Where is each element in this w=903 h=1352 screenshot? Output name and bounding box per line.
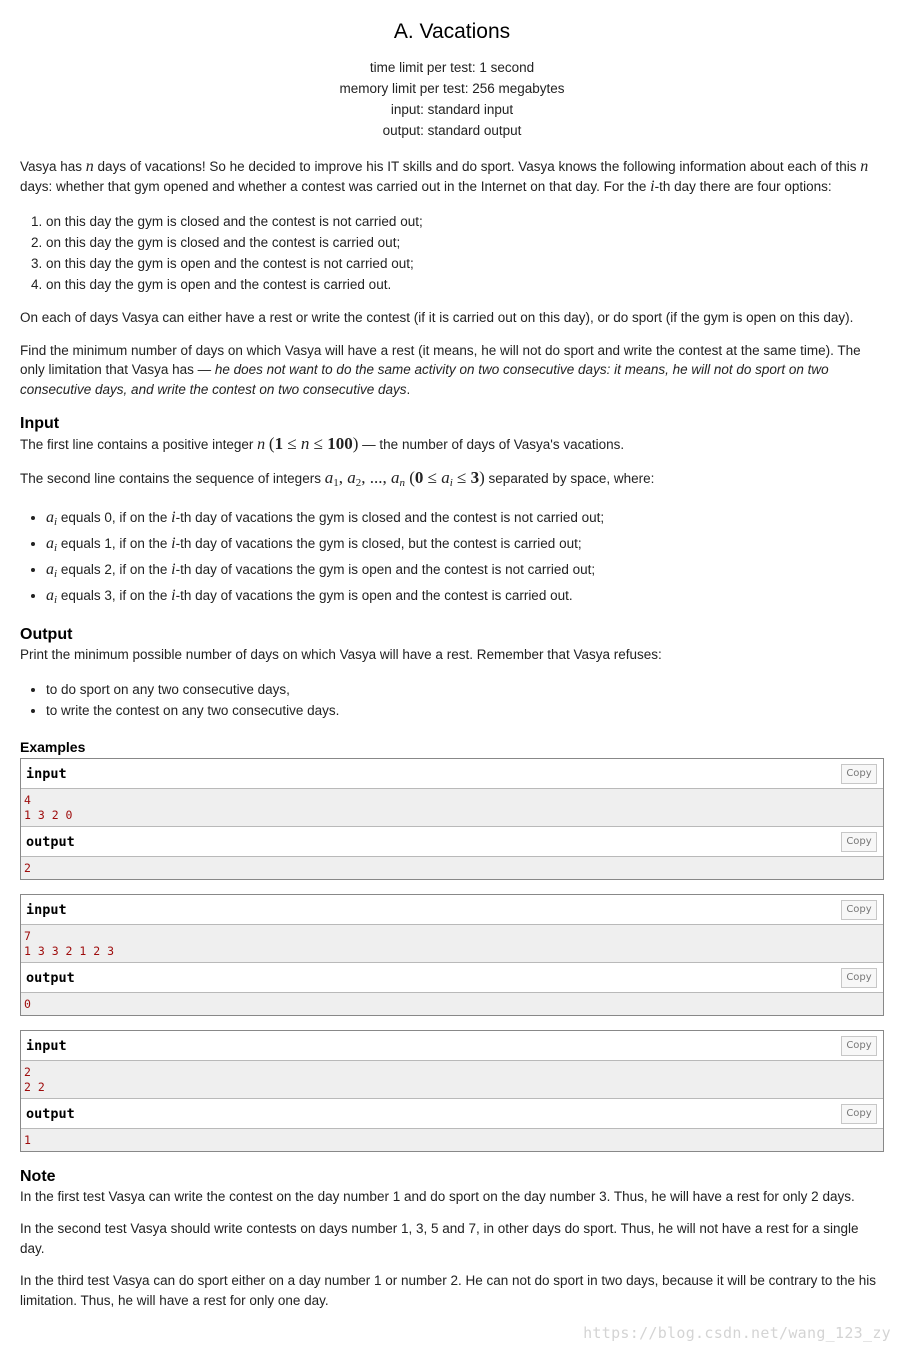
list-item: 3. on this day the gym is open and the contest is not carried out; [46,253,884,274]
note-paragraph: In the second test Vasya should write contests on days number 1, 3, 5 and 7, in other days do sport. Thus, he will not have a rest for a single day. [20,1221,859,1256]
problem-header [20,0,884,141]
list-item: • $a_i$ equals 2, if on the i-th day of vacations the gym is open and the contest is not carried out; [46,559,884,585]
list-item: 2. on this day the gym is closed and the contest is carried out; [46,232,884,253]
example-1 [20,758,884,880]
copy-button[interactable]: Copy [841,832,877,852]
example-output: 1 [21,1129,883,1151]
legend [20,157,884,399]
output-header [21,962,883,993]
output-section [20,625,884,721]
input-label: input [26,1037,67,1054]
example-output: 2 [21,857,883,879]
output-label: output [26,833,75,850]
examples-section [20,738,884,1152]
rules-paragraph: On each of days Vasya can either have a rest or write the contest (if it is carried out on this day), or do sport (if the gym is open on this day). [20,310,854,325]
var-i: i [650,177,655,195]
var-n: n [860,158,869,175]
note-paragraph: In the first test Vasya can write the contest on the day number 1 and do sport on the day number 3. Thus, he will have a rest for only 2 days. [20,1188,855,1204]
sequence-formula: $a_1$, $a_2$, ..., $a_n$ $(0 \le a_i \le 3)$ [324,467,485,489]
note-paragraph: In the third test Vasya can do sport either on a day number 1 or number 2. He can not do sport in two days, because it will be contrary to the his limitation. Thus, he will have a rest for only one day. [20,1273,876,1308]
n-constraint: (1 ≤ n ≤ 100) [268,434,359,453]
copy-button[interactable]: Copy [841,900,877,920]
options-list [20,211,884,295]
list-item: • $a_i$ equals 3, if on the i-th day of vacations the gym is open and the contest is carried out. [46,585,884,611]
examples-heading: Examples [20,738,86,755]
copy-button[interactable]: Copy [841,1104,877,1124]
copy-button[interactable]: Copy [841,1036,877,1056]
list-item: • to write the contest on any two consecutive days. [46,700,884,721]
var-n: n [257,436,266,453]
input-section [20,414,884,611]
list-item: • $a_i$ equals 0, if on the i-th day of vacations the gym is closed and the contest is not carried out; [46,507,884,533]
time-limit: time limit per test: 1 second [369,60,535,75]
output-header [21,1098,883,1129]
goal-paragraph: Find the minimum number of days on which Vasya will have a rest (it means, he will not do sport and write the contest at the same time). The only limitation that Vasya has — he does not want to do the same activity on two consecutive days: it means, he will not do sport on two consecutive days, and write the contest on two consecutive days. [20,342,861,397]
example-input: 7 1 3 3 2 1 2 3 [21,925,883,962]
input-line-2: The second line contains the sequence of integers $a_1$, $a_2$, ..., $a_n$ $(0 \le a_i \le 3)$ separated by space, where: [20,467,655,489]
output-text: Print the minimum possible number of days on which Vasya will have a rest. Remember that Vasya refuses: [20,647,662,662]
input-header [21,895,883,925]
input-heading: Input [20,415,60,432]
list-item: 1. on this day the gym is closed and the contest is not carried out; [46,211,884,232]
input-header [21,759,883,789]
example-2 [20,894,884,1016]
copy-button[interactable]: Copy [841,764,877,784]
input-spec: input: standard input [390,102,514,117]
input-bullets [20,507,884,611]
memory-limit: memory limit per test: 256 megabytes [339,81,565,96]
list-item: 4. on this day the gym is open and the contest is carried out. [46,274,884,295]
problem-title: A. Vacations [393,20,511,43]
input-label: input [26,901,67,918]
var-n: n [85,158,94,175]
example-output: 0 [21,993,883,1015]
output-spec: output: standard output [382,123,522,138]
output-heading: Output [20,626,73,643]
watermark: https://blog.csdn.net/wang_123_zy [583,1324,891,1342]
note-heading: Note [20,1167,56,1185]
example-input: 2 2 2 [21,1061,883,1098]
intro-paragraph: Vasya has n days of vacations! So he decided to improve his IT skills and do sport. Vasya knows the following information about each of this n days: whether that gym opened and whether a contest was carried out in the Internet on that day. For the i-th day there are four options: [20,158,869,195]
output-label: output [26,969,75,986]
copy-button[interactable]: Copy [841,968,877,988]
list-item: • to do sport on any two consecutive days, [46,679,884,700]
example-input: 4 1 3 2 0 [21,789,883,826]
list-item: • $a_i$ equals 1, if on the i-th day of vacations the gym is closed, but the contest is carried out; [46,533,884,559]
output-header [21,826,883,857]
input-label: input [26,765,67,782]
problem-statement [20,0,884,1310]
example-3 [20,1030,884,1152]
output-bullets [20,679,884,721]
output-label: output [26,1105,75,1122]
input-line-1: The first line contains a positive integer n (1 ≤ n ≤ 100) — the number of days of Vasya's vacations. [20,434,625,453]
input-header [21,1031,883,1061]
note-section [20,1167,884,1311]
